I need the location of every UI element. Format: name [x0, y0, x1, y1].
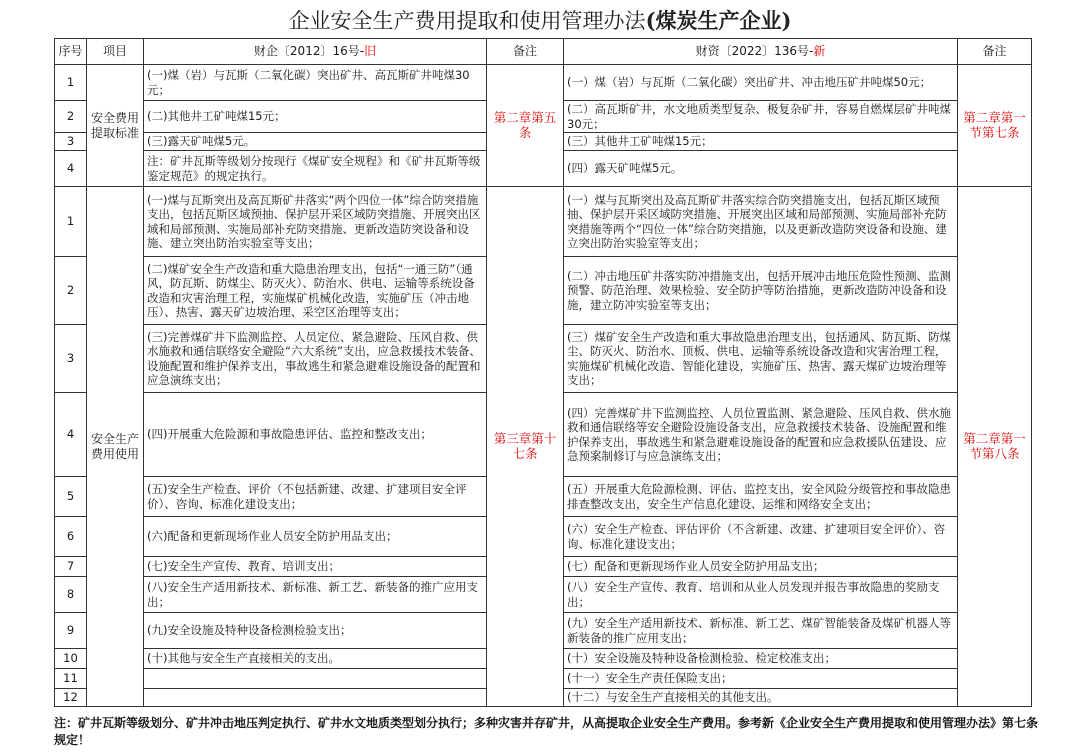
old-doc-label: 财企〔2012〕16号-: [253, 44, 365, 59]
new-text-cell: (二）冲击地压矿井落实防冲措施支出，包括开展冲击地压危险性预测、监测预警、防范治理、效果检验、安全防护等防治措施，更新改造防冲设备和设施，建立防冲实验室等支出；: [564, 257, 958, 325]
new-text-cell: (五）开展重大危险源检测、评估、监控支出，安全风险分级管控和事故隐患排查整改支出，安全生产信息化建设、运维和网络安全支出；: [564, 477, 958, 517]
row-seq: 4: [55, 151, 87, 187]
footnote: 注：矿井瓦斯等级划分、矿井冲击地压判定执行、矿井水文地质类型划分执行；多种灾害并存矿井，从高提取企业安全生产费用。参考新《企业安全生产费用提取和使用管理办法》第七条规定！: [54, 716, 1039, 747]
table-body: [55, 65, 1032, 707]
row-seq: 2: [55, 101, 87, 133]
title-main: 企业安全生产费用提取和使用管理办法: [288, 9, 646, 33]
old-text-cell: (一)煤与瓦斯突出及高瓦斯矿井落实“两个四位一体”综合防突措施支出，包括瓦斯区域预抽、保护层开采区域防突措施、开展突出区域和局部预测、实施局部补充防突措施、更新改造防突设备和设施、建立突出防治实验室等支出；: [144, 187, 487, 257]
old-text-cell: (三)完善煤矿井下监测监控、人员定位、紧急避险、压风自救、供水施救和通信联络安全避险“六大系统”支出，应急救援技术装备、设施配置和维护保养支出，事故逃生和紧急避难设施设备的配置和应急演练支出；: [144, 325, 487, 393]
new-text-cell: (一）煤（岩）与瓦斯（二氧化碳）突出矿井、冲击地压矿井吨煤50元；: [564, 65, 958, 101]
old-text-cell: (十)其他与安全生产直接相关的支出。: [144, 649, 487, 669]
new-text-cell: (三）其他井工矿吨煤15元；: [564, 133, 958, 151]
remark-old-cell: 第三章第十七条: [487, 187, 564, 707]
new-text-cell: (三）煤矿安全生产改造和重大事故隐患治理支出，包括通风、防瓦斯、防煤尘、防灭火、防治水、顶板、供电、运输等系统设备改造和灾害治理工程，实施煤矿机械化改造、智能化建设，实施矿压、热害、露天煤矿边坡治理等支出；: [564, 325, 958, 393]
new-text-cell: (十一）安全生产责任保险支出；: [564, 669, 958, 689]
new-tag: 新: [813, 44, 826, 59]
old-text-cell: (五)安全生产检查、评价（不包括新建、改建、扩建项目安全评价）、咨询、标准化建设支出；: [144, 477, 487, 517]
row-seq: 7: [55, 557, 87, 577]
category-cell: 安全生产费用使用: [87, 187, 144, 707]
old-text-cell: (二)其他井工矿吨煤15元；: [144, 101, 487, 133]
row-seq: 1: [55, 65, 87, 101]
new-text-cell: (四）露天矿吨煤5元。: [564, 151, 958, 187]
row-seq: 9: [55, 613, 87, 649]
new-text-cell: (十二）与安全生产直接相关的其他支出。: [564, 689, 958, 707]
header-row: [55, 39, 1032, 65]
old-tag: 旧: [364, 44, 377, 59]
row-seq: 11: [55, 669, 87, 689]
old-text-cell: (九)安全设施及特种设备检测检验支出；: [144, 613, 487, 649]
old-text-cell: (七)安全生产宣传、教育、培训支出；: [144, 557, 487, 577]
header-new-doc: [564, 39, 958, 65]
remark-new-cell: 第二章第一节第七条: [958, 65, 1032, 187]
remark-old-cell: 第二章第五条: [487, 65, 564, 187]
row-seq: 6: [55, 517, 87, 557]
row-seq: 3: [55, 325, 87, 393]
old-text-cell: [144, 689, 487, 707]
new-text-cell: (一）煤与瓦斯突出及高瓦斯矿井落实综合防突措施支出，包括瓦斯区域预抽、保护层开采区域防突措施、开展突出区域和局部预测、实施局部补充防突措施等两个“四位一体”综合防突措施，以及更新改造防突设备和设施、建立突出防治实验室等支出；: [564, 187, 958, 257]
old-text-cell: (三)露天矿吨煤5元。: [144, 133, 487, 151]
new-text-cell: (二）高瓦斯矿井，水文地质类型复杂、极复杂矿井，容易自燃煤层矿井吨煤30元；: [564, 101, 958, 133]
old-text-cell: (二)煤矿安全生产改造和重大隐患治理支出，包括“一通三防”（通风，防瓦斯、防煤尘、防灭火）、防治水、供电、运输等系统设备改造和灾害治理工程，实施煤矿机械化改造，实施矿压（冲击地压）、热害、露天矿边坡治理、采空区治理等支出；: [144, 257, 487, 325]
old-text-cell: (四)开展重大危险源和事故隐患评估、监控和整改支出；: [144, 393, 487, 477]
new-text-cell: (七）配备和更新现场作业人员安全防护用品支出；: [564, 557, 958, 577]
comparison-table: [54, 38, 1032, 707]
header-remark-new: 备注: [958, 39, 1032, 65]
row-seq: 5: [55, 477, 87, 517]
table-row: [55, 187, 1032, 257]
header-seq: 序号: [55, 39, 87, 65]
category-cell: 安全费用提取标准: [87, 65, 144, 187]
new-text-cell: (九）安全生产适用新技术、新标准、新工艺、煤矿智能装备及煤矿机器人等新装备的推广应用支出；: [564, 613, 958, 649]
header-item: 项目: [87, 39, 144, 65]
page-title: [0, 5, 1080, 37]
old-text-cell: 注：矿井瓦斯等级划分按现行《煤矿安全规程》和《矿井瓦斯等级鉴定规范》的规定执行。: [144, 151, 487, 187]
row-seq: 12: [55, 689, 87, 707]
new-doc-label: 财资〔2022〕136号-: [695, 44, 814, 59]
row-seq: 4: [55, 393, 87, 477]
new-text-cell: (六）安全生产检查、评估评价（不含新建、改建、扩建项目安全评价）、咨询、标准化建设支出；: [564, 517, 958, 557]
title-bold: (煤炭生产企业): [645, 8, 792, 33]
table-row: [55, 65, 1032, 101]
header-remark-old: 备注: [487, 39, 564, 65]
row-seq: 8: [55, 577, 87, 613]
row-seq: 1: [55, 187, 87, 257]
old-text-cell: (八)安全生产适用新技术、新标准、新工艺、新装备的推广应用支出；: [144, 577, 487, 613]
old-text-cell: [144, 669, 487, 689]
new-text-cell: (八）安全生产宣传、教育、培训和从业人员发现并报告事故隐患的奖励支出；: [564, 577, 958, 613]
row-seq: 3: [55, 133, 87, 151]
old-text-cell: (六)配备和更新现场作业人员安全防护用品支出；: [144, 517, 487, 557]
row-seq: 2: [55, 257, 87, 325]
new-text-cell: (十）安全设施及特种设备检测检验、检定校准支出；: [564, 649, 958, 669]
new-text-cell: (四）完善煤矿井下监测监控、人员位置监测、紧急避险、压风自救、供水施救和通信联络等安全避险设施设备支出，应急救援技术装备、设施配置和维护保养支出，事故逃生和紧急避难设施设备的配置和应急救援队伍建设、应急预案制修订与应急演练支出；: [564, 393, 958, 477]
remark-new-cell: 第二章第一节第八条: [958, 187, 1032, 707]
row-seq: 10: [55, 649, 87, 669]
header-old-doc: [144, 39, 487, 65]
old-text-cell: (一)煤（岩）与瓦斯（二氧化碳）突出矿井、高瓦斯矿井吨煤30元；: [144, 65, 487, 101]
